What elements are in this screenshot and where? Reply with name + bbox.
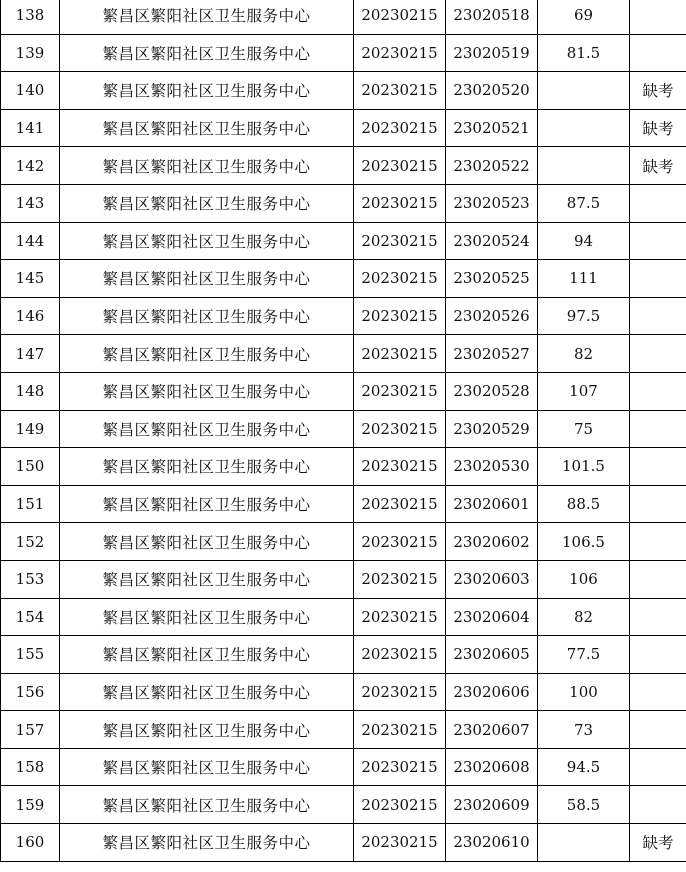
unit-cell: 繁昌区繁阳社区卫生服务中心 — [60, 598, 354, 636]
seq-cell: 152 — [1, 523, 60, 561]
score-cell — [538, 109, 630, 147]
post-code-cell: 20230215 — [354, 0, 446, 34]
table-row — [1, 523, 686, 561]
note-cell — [630, 786, 686, 824]
unit-cell: 繁昌区繁阳社区卫生服务中心 — [60, 297, 354, 335]
table-row — [1, 448, 686, 486]
note-cell: 缺考 — [630, 109, 686, 147]
score-cell: 58.5 — [538, 786, 630, 824]
seq-cell: 146 — [1, 297, 60, 335]
score-cell: 75 — [538, 410, 630, 448]
score-cell: 100 — [538, 673, 630, 711]
note-cell: 缺考 — [630, 824, 686, 862]
note-cell — [630, 0, 686, 34]
unit-cell: 繁昌区繁阳社区卫生服务中心 — [60, 560, 354, 598]
ticket-number-cell: 23020601 — [446, 485, 538, 523]
ticket-number-cell: 23020604 — [446, 598, 538, 636]
table-row — [1, 0, 686, 34]
ticket-number-cell: 23020526 — [446, 297, 538, 335]
seq-cell: 138 — [1, 0, 60, 34]
post-code-cell: 20230215 — [354, 410, 446, 448]
note-cell — [630, 748, 686, 786]
score-cell: 81.5 — [538, 34, 630, 72]
seq-cell: 141 — [1, 109, 60, 147]
post-code-cell: 20230215 — [354, 636, 446, 674]
unit-cell: 繁昌区繁阳社区卫生服务中心 — [60, 147, 354, 185]
note-cell — [630, 523, 686, 561]
post-code-cell: 20230215 — [354, 222, 446, 260]
seq-cell: 157 — [1, 711, 60, 749]
table-row — [1, 260, 686, 298]
post-code-cell: 20230215 — [354, 523, 446, 561]
ticket-number-cell: 23020530 — [446, 448, 538, 486]
unit-cell: 繁昌区繁阳社区卫生服务中心 — [60, 34, 354, 72]
score-cell: 69 — [538, 0, 630, 34]
table-row — [1, 485, 686, 523]
seq-cell: 140 — [1, 72, 60, 110]
unit-cell: 繁昌区繁阳社区卫生服务中心 — [60, 372, 354, 410]
note-cell — [630, 711, 686, 749]
seq-cell: 151 — [1, 485, 60, 523]
unit-cell: 繁昌区繁阳社区卫生服务中心 — [60, 824, 354, 862]
post-code-cell: 20230215 — [354, 673, 446, 711]
ticket-number-cell: 23020523 — [446, 184, 538, 222]
ticket-number-cell: 23020608 — [446, 748, 538, 786]
unit-cell: 繁昌区繁阳社区卫生服务中心 — [60, 485, 354, 523]
table-row — [1, 34, 686, 72]
table-row — [1, 147, 686, 185]
note-cell — [630, 222, 686, 260]
unit-cell: 繁昌区繁阳社区卫生服务中心 — [60, 786, 354, 824]
score-cell: 107 — [538, 372, 630, 410]
ticket-number-cell: 23020522 — [446, 147, 538, 185]
ticket-number-cell: 23020519 — [446, 34, 538, 72]
table-row — [1, 824, 686, 862]
table-row — [1, 335, 686, 373]
table-row — [1, 748, 686, 786]
score-cell: 73 — [538, 711, 630, 749]
post-code-cell: 20230215 — [354, 748, 446, 786]
ticket-number-cell: 23020606 — [446, 673, 538, 711]
score-cell: 97.5 — [538, 297, 630, 335]
seq-cell: 143 — [1, 184, 60, 222]
unit-cell: 繁昌区繁阳社区卫生服务中心 — [60, 109, 354, 147]
score-cell: 101.5 — [538, 448, 630, 486]
ticket-number-cell: 23020527 — [446, 335, 538, 373]
post-code-cell: 20230215 — [354, 485, 446, 523]
seq-cell: 147 — [1, 335, 60, 373]
score-cell: 82 — [538, 598, 630, 636]
table-row — [1, 711, 686, 749]
table-row — [1, 673, 686, 711]
unit-cell: 繁昌区繁阳社区卫生服务中心 — [60, 410, 354, 448]
seq-cell: 160 — [1, 824, 60, 862]
unit-cell: 繁昌区繁阳社区卫生服务中心 — [60, 636, 354, 674]
note-cell — [630, 410, 686, 448]
post-code-cell: 20230215 — [354, 34, 446, 72]
score-cell — [538, 824, 630, 862]
post-code-cell: 20230215 — [354, 109, 446, 147]
note-cell — [630, 598, 686, 636]
unit-cell: 繁昌区繁阳社区卫生服务中心 — [60, 0, 354, 34]
score-cell: 106.5 — [538, 523, 630, 561]
note-cell — [630, 335, 686, 373]
table-row — [1, 297, 686, 335]
unit-cell: 繁昌区繁阳社区卫生服务中心 — [60, 673, 354, 711]
post-code-cell: 20230215 — [354, 335, 446, 373]
ticket-number-cell: 23020603 — [446, 560, 538, 598]
note-cell — [630, 297, 686, 335]
table-row — [1, 72, 686, 110]
post-code-cell: 20230215 — [354, 72, 446, 110]
table-row — [1, 598, 686, 636]
table-row — [1, 184, 686, 222]
ticket-number-cell: 23020610 — [446, 824, 538, 862]
score-cell: 111 — [538, 260, 630, 298]
note-cell: 缺考 — [630, 72, 686, 110]
ticket-number-cell: 23020518 — [446, 0, 538, 34]
unit-cell: 繁昌区繁阳社区卫生服务中心 — [60, 448, 354, 486]
seq-cell: 155 — [1, 636, 60, 674]
ticket-number-cell: 23020607 — [446, 711, 538, 749]
score-cell — [538, 72, 630, 110]
table-row — [1, 560, 686, 598]
table-row — [1, 410, 686, 448]
post-code-cell: 20230215 — [354, 786, 446, 824]
note-cell — [630, 372, 686, 410]
score-cell: 106 — [538, 560, 630, 598]
seq-cell: 159 — [1, 786, 60, 824]
table-row — [1, 222, 686, 260]
unit-cell: 繁昌区繁阳社区卫生服务中心 — [60, 523, 354, 561]
post-code-cell: 20230215 — [354, 147, 446, 185]
ticket-number-cell: 23020602 — [446, 523, 538, 561]
post-code-cell: 20230215 — [354, 297, 446, 335]
table-row — [1, 636, 686, 674]
post-code-cell: 20230215 — [354, 448, 446, 486]
seq-cell: 149 — [1, 410, 60, 448]
score-cell — [538, 147, 630, 185]
note-cell — [630, 448, 686, 486]
post-code-cell: 20230215 — [354, 824, 446, 862]
unit-cell: 繁昌区繁阳社区卫生服务中心 — [60, 335, 354, 373]
score-cell: 87.5 — [538, 184, 630, 222]
table-row — [1, 786, 686, 824]
ticket-number-cell: 23020529 — [446, 410, 538, 448]
table-row — [1, 109, 686, 147]
unit-cell: 繁昌区繁阳社区卫生服务中心 — [60, 222, 354, 260]
score-table-body — [1, 0, 686, 861]
note-cell — [630, 34, 686, 72]
ticket-number-cell: 23020525 — [446, 260, 538, 298]
seq-cell: 153 — [1, 560, 60, 598]
seq-cell: 156 — [1, 673, 60, 711]
seq-cell: 139 — [1, 34, 60, 72]
unit-cell: 繁昌区繁阳社区卫生服务中心 — [60, 72, 354, 110]
score-cell: 88.5 — [538, 485, 630, 523]
ticket-number-cell: 23020605 — [446, 636, 538, 674]
post-code-cell: 20230215 — [354, 260, 446, 298]
ticket-number-cell: 23020524 — [446, 222, 538, 260]
ticket-number-cell: 23020528 — [446, 372, 538, 410]
seq-cell: 142 — [1, 147, 60, 185]
unit-cell: 繁昌区繁阳社区卫生服务中心 — [60, 748, 354, 786]
seq-cell: 158 — [1, 748, 60, 786]
post-code-cell: 20230215 — [354, 560, 446, 598]
seq-cell: 144 — [1, 222, 60, 260]
score-cell: 94.5 — [538, 748, 630, 786]
unit-cell: 繁昌区繁阳社区卫生服务中心 — [60, 260, 354, 298]
note-cell — [630, 184, 686, 222]
ticket-number-cell: 23020521 — [446, 109, 538, 147]
score-cell: 94 — [538, 222, 630, 260]
note-cell: 缺考 — [630, 147, 686, 185]
seq-cell: 150 — [1, 448, 60, 486]
unit-cell: 繁昌区繁阳社区卫生服务中心 — [60, 711, 354, 749]
post-code-cell: 20230215 — [354, 184, 446, 222]
note-cell — [630, 636, 686, 674]
note-cell — [630, 260, 686, 298]
unit-cell: 繁昌区繁阳社区卫生服务中心 — [60, 184, 354, 222]
seq-cell: 154 — [1, 598, 60, 636]
score-cell: 77.5 — [538, 636, 630, 674]
post-code-cell: 20230215 — [354, 711, 446, 749]
seq-cell: 148 — [1, 372, 60, 410]
note-cell — [630, 673, 686, 711]
ticket-number-cell: 23020520 — [446, 72, 538, 110]
score-cell: 82 — [538, 335, 630, 373]
table-row — [1, 372, 686, 410]
note-cell — [630, 485, 686, 523]
post-code-cell: 20230215 — [354, 372, 446, 410]
ticket-number-cell: 23020609 — [446, 786, 538, 824]
note-cell — [630, 560, 686, 598]
seq-cell: 145 — [1, 260, 60, 298]
post-code-cell: 20230215 — [354, 598, 446, 636]
